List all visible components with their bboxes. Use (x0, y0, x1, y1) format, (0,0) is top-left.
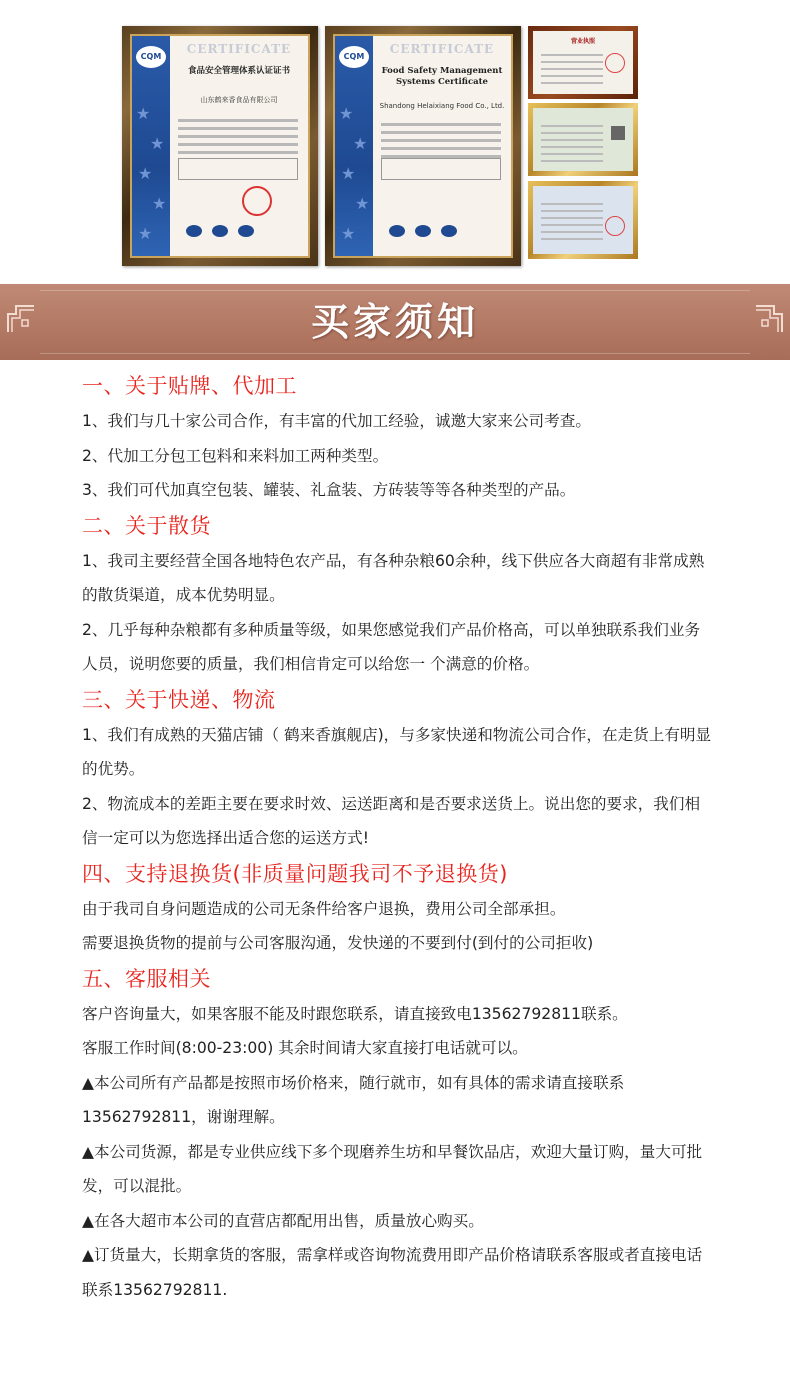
red-seal-icon (605, 53, 625, 73)
section-title: 四、支持退换货(非质量问题我司不予退换货) (82, 861, 508, 886)
accreditation-logos (379, 222, 505, 234)
license-text-lines (541, 49, 603, 89)
certificate-company: 山东鹤来香食品有限公司 (200, 96, 278, 104)
section-title: 五、客服相关 (82, 966, 211, 991)
section-paragraph: ▲在各大超市本公司的直营店都配用出售，质量放心购买。 (82, 1211, 484, 1230)
section-title: 一、关于贴牌、代加工 (82, 374, 297, 398)
production-license (528, 181, 638, 259)
banner-title: 买家须知 (310, 299, 479, 344)
banner-decoration (40, 290, 750, 291)
certificate-title: 食品安全管理体系认证证书 (187, 66, 290, 76)
section-paragraph: 需要退换货物的提前与公司客服沟通，发快递的不要到付(到付的公司拒收) (82, 934, 594, 952)
food-safety-certificate-cn (122, 26, 318, 266)
red-seal-icon (242, 186, 272, 216)
section-paragraph: 2、代加工分包工包料和来料加工两种类型。 (82, 446, 389, 465)
section-paragraph: 2、物流成本的差距主要在要求时效、运送距离和是否要求送货上。说出您的要求，我们相信一定可以为您选择出适合您的运送方式! (82, 794, 701, 847)
section-paragraph: 2、几乎每种杂粮都有多种质量等级，如果您感觉我们产品价格高，可以单独联系我们业务人员，说明您要的质量，我们相信肯定可以给您一 个满意的价格。 (82, 620, 701, 673)
certificate-header: CERTIFICATE (389, 42, 495, 56)
certificate-table (381, 158, 501, 180)
certificate-table (178, 158, 298, 180)
food-safety-certificate-en (325, 26, 521, 266)
license-text-lines (541, 198, 603, 245)
certificate-blue-stripe: ★ ★ ★ ★ ★ (335, 36, 373, 256)
certificates-row (0, 0, 790, 276)
business-license (528, 26, 638, 99)
certificate-company: Shandong Helaixiang Food Co., Ltd. (379, 102, 505, 110)
qr-code-icon (611, 126, 625, 140)
section-title: 二、关于散货 (82, 513, 211, 538)
certificate-blue-stripe: ★ ★ ★ ★ ★ (132, 36, 170, 256)
section-paragraph: 3、我们可代加真空包装、罐装、礼盒装、方砖装等等各种类型的产品。 (82, 481, 576, 499)
certificate-title: Food Safety Management Systems Certificate (381, 66, 503, 87)
section-paragraph: ▲本公司货源，都是专业供应线下多个现磨养生坊和早餐饮品店，欢迎大量订购，量大可批发，可以混批。 (82, 1142, 703, 1195)
section-paragraph: 1、我司主要经营全国各地特色农产品，有各种杂粮60余种，线下供应各大商超有非常成熟的散货渠道，成本优势明显。 (82, 551, 705, 604)
notice-content (82, 368, 712, 1307)
cqm-logo: CQM (339, 46, 369, 68)
license-title: 营业执照 (570, 38, 595, 45)
section-paragraph: 由于我司自身问题造成的公司无条件给客户退换，费用公司全部承担。 (82, 899, 566, 918)
certificate-header: CERTIFICATE (186, 42, 292, 56)
buyer-notice-banner (0, 284, 790, 360)
section-paragraph: ▲订货量大，长期拿货的客服，需拿样或咨询物流费用即产品价格请联系客服或者直接电话联系13562792811. (82, 1246, 703, 1299)
certificate-text-lines (178, 114, 298, 159)
section-title: 三、关于快递、物流 (82, 687, 276, 712)
section-paragraph: 客服工作时间(8:00-23:00) 其余时间请大家直接打电话就可以。 (82, 1039, 528, 1057)
section-paragraph: 1、我们与几十家公司合作，有丰富的代加工经验，诚邀大家来公司考查。 (82, 412, 591, 430)
section-paragraph: ▲本公司所有产品都是按照市场价格来，随行就市，如有具体的需求请直接联系13562792811，谢谢理解。 (82, 1073, 625, 1126)
license-text-lines (541, 120, 603, 167)
accreditation-logos (176, 222, 302, 234)
food-license (528, 103, 638, 176)
red-seal-icon (605, 216, 625, 236)
section-paragraph: 客户咨询量大，如果客服不能及时跟您联系，请直接致电13562792811联系。 (82, 1004, 628, 1023)
cqm-logo: CQM (136, 46, 166, 68)
certificate-text-lines (381, 118, 501, 163)
section-paragraph: 1、我们有成熟的天猫店铺（ 鹤来香旗舰店)，与多家快递和物流公司合作，在走货上有明显的优势。 (82, 725, 712, 778)
banner-decoration (40, 353, 750, 354)
